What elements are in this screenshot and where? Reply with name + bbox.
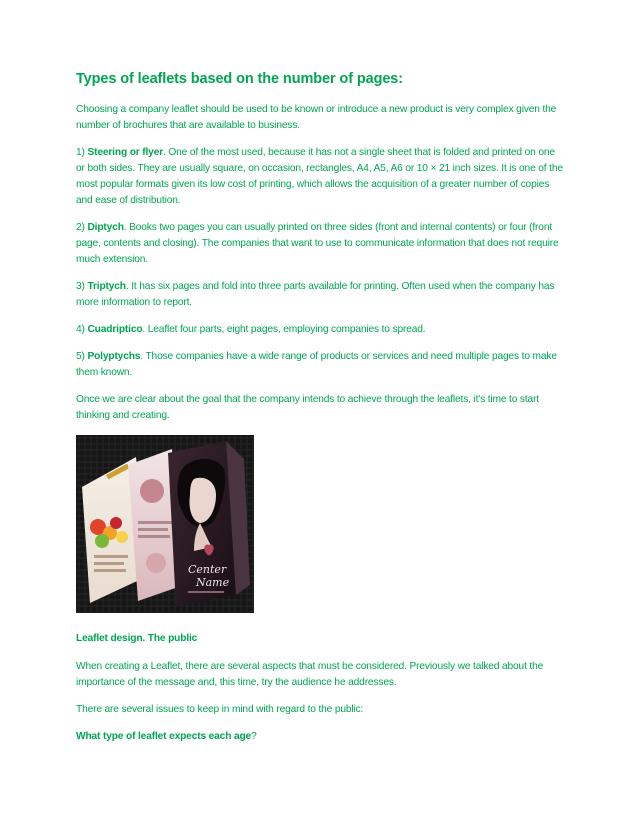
item-term: Steering or flyer bbox=[87, 147, 164, 158]
item-text: . It has six pages and fold into three parts available for printing. Often used when the company has more information to report. bbox=[76, 281, 555, 308]
item-number: 2) bbox=[76, 222, 85, 233]
item-number: 3) bbox=[76, 281, 85, 292]
page-heading: Types of leaflets based on the number of pages: bbox=[76, 71, 403, 87]
item-term: Cuadriptico bbox=[87, 324, 143, 335]
brochure-image bbox=[76, 435, 254, 613]
closing-paragraph: Once we are clear about the goal that the company intends to achieve through the leaflets, it's time to start thinking and creating. bbox=[76, 394, 539, 421]
section-title: Leaflet design. The public bbox=[76, 633, 198, 644]
question-mark: ? bbox=[251, 731, 257, 742]
list-item-triptych bbox=[76, 279, 566, 311]
logo-line-2: Name bbox=[196, 576, 230, 589]
intro-paragraph: Choosing a company leaflet should be used to be known or introduce a new product is very complex given the number of brochures that are available to business. bbox=[76, 104, 557, 131]
list-item-cuadriptico bbox=[76, 322, 566, 338]
document-page bbox=[76, 70, 566, 756]
item-number: 5) bbox=[76, 351, 85, 362]
item-text: . One of the most used, because it has not a single sheet that is folded and printed on one or both sides. They are usually square, on occasion, rectangles, A4, A5, A6 or 10 × 21 inch sizes. It is one of the most popular formats given its low cost of printing, which allows the acquisition of a greater number of copies and ease of distribution. bbox=[76, 147, 563, 206]
item-text: . Books two pages you can usually printed on three sides (front and internal contents) or four (front page, contents and closing). The companies that want to use to communicate information that does not require much extension. bbox=[76, 222, 559, 265]
list-item-diptych bbox=[76, 220, 566, 268]
list-item-polyptychs bbox=[76, 349, 566, 381]
item-term: Polyptychs bbox=[87, 351, 141, 362]
item-text: . Those companies have a wide range of products or services and need multiple pages to make them known. bbox=[76, 351, 557, 378]
brochure-illustration bbox=[76, 435, 254, 613]
item-term: Diptych bbox=[87, 222, 124, 233]
item-text: . Leaflet four parts, eight pages, employing companies to spread. bbox=[142, 324, 426, 335]
question-line bbox=[76, 729, 566, 745]
item-term: Triptych bbox=[87, 281, 126, 292]
logo-line-1: Center bbox=[188, 563, 227, 576]
item-number: 4) bbox=[76, 324, 85, 335]
question-bold: What type of leaflet expects each age bbox=[76, 731, 252, 742]
section-paragraph-1: When creating a Leaflet, there are several aspects that must be considered. Previously we talked about the importance of the message and, this time, try the audience he addresses. bbox=[76, 661, 544, 688]
list-item-steering bbox=[76, 145, 566, 209]
item-number: 1) bbox=[76, 147, 85, 158]
section-paragraph-2: There are several issues to keep in mind with regard to the public: bbox=[76, 704, 364, 715]
